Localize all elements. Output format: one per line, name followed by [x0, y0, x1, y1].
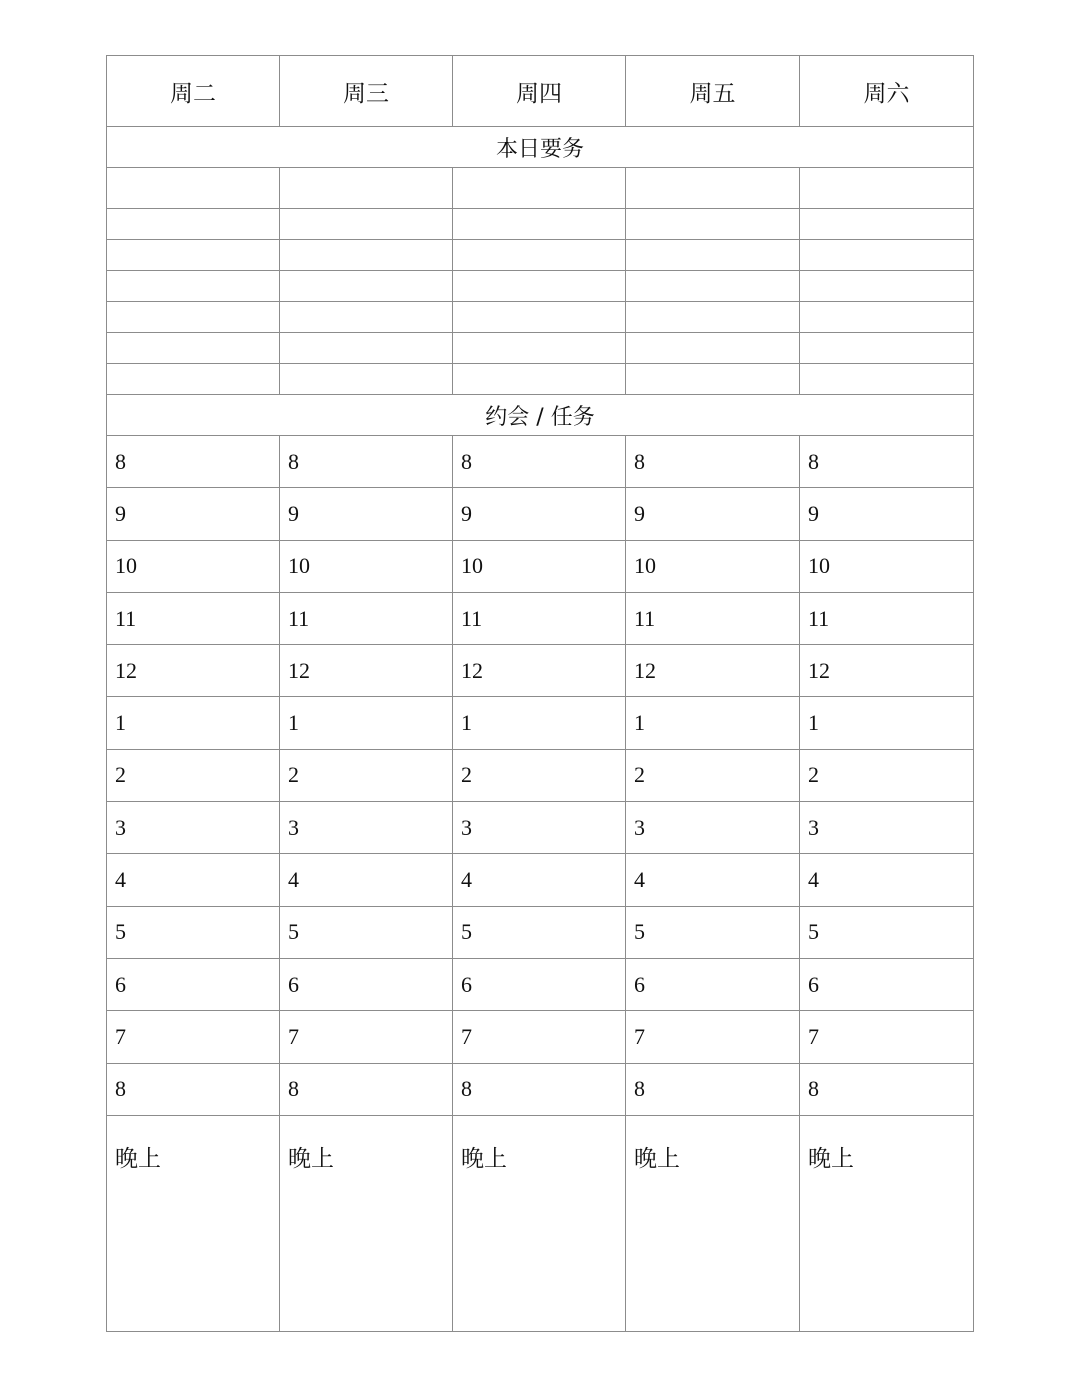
- priority-cell-saturday[interactable]: [800, 302, 974, 333]
- hour-cell-saturday[interactable]: [800, 697, 974, 749]
- hour-cell-friday[interactable]: [626, 802, 800, 854]
- hour-label: 8: [115, 448, 126, 474]
- hour-cell-friday[interactable]: [626, 645, 800, 697]
- hour-cell-friday[interactable]: [626, 906, 800, 958]
- evening-cell-tuesday[interactable]: [107, 1115, 280, 1331]
- evening-cell-thursday[interactable]: [453, 1115, 626, 1331]
- priority-cell-wednesday[interactable]: [280, 168, 453, 209]
- evening-label: 晚上: [808, 1145, 854, 1172]
- priority-cell-tuesday[interactable]: [107, 209, 280, 240]
- priority-cell-friday[interactable]: [626, 364, 800, 395]
- hour-label: 7: [288, 1023, 299, 1049]
- hour-label: 3: [288, 814, 299, 840]
- hour-cell-friday[interactable]: [626, 540, 800, 592]
- hour-label: 9: [288, 500, 299, 526]
- hour-label: 10: [288, 553, 310, 579]
- priority-cell-wednesday[interactable]: [280, 209, 453, 240]
- hour-row: [107, 749, 974, 801]
- hour-cell-tuesday[interactable]: [107, 592, 280, 644]
- hour-cell-thursday[interactable]: [453, 854, 626, 906]
- priority-cell-thursday[interactable]: [453, 364, 626, 395]
- hour-row: [107, 1063, 974, 1115]
- hour-label: 2: [634, 762, 645, 788]
- evening-label: 晚上: [461, 1145, 507, 1172]
- priority-cell-friday[interactable]: [626, 240, 800, 271]
- hour-label: 1: [461, 710, 472, 736]
- hour-cell-friday[interactable]: [626, 854, 800, 906]
- hour-label: 5: [288, 919, 299, 945]
- hour-label: 1: [808, 710, 819, 736]
- hour-label: 3: [634, 814, 645, 840]
- priority-row: [107, 168, 974, 209]
- hour-label: 9: [634, 500, 645, 526]
- hour-row: [107, 1011, 974, 1063]
- priority-cell-saturday[interactable]: [800, 333, 974, 364]
- priority-cell-wednesday[interactable]: [280, 333, 453, 364]
- day-header-wednesday: 周三: [280, 56, 453, 127]
- hour-cell-tuesday[interactable]: [107, 436, 280, 488]
- priority-row: [107, 271, 974, 302]
- hour-label: 10: [115, 553, 137, 579]
- hour-cell-tuesday[interactable]: [107, 906, 280, 958]
- evening-label: 晚上: [288, 1145, 334, 1172]
- hour-cell-wednesday[interactable]: [280, 488, 453, 540]
- hour-cell-thursday[interactable]: [453, 749, 626, 801]
- day-header-friday: 周五: [626, 56, 800, 127]
- day-header-thursday: 周四: [453, 56, 626, 127]
- hour-label: 4: [634, 867, 645, 893]
- priority-cell-tuesday[interactable]: [107, 333, 280, 364]
- day-header-saturday: 周六: [800, 56, 974, 127]
- hour-label: 6: [288, 971, 299, 997]
- hour-cell-thursday[interactable]: [453, 906, 626, 958]
- hour-label: 9: [461, 500, 472, 526]
- priority-cell-saturday[interactable]: [800, 209, 974, 240]
- priority-cell-friday[interactable]: [626, 168, 800, 209]
- hour-label: 7: [808, 1023, 819, 1049]
- hour-label: 3: [461, 814, 472, 840]
- hour-cell-tuesday[interactable]: [107, 645, 280, 697]
- evening-label: 晚上: [634, 1145, 680, 1172]
- hour-label: 1: [115, 710, 126, 736]
- hour-label: 11: [634, 605, 656, 631]
- hour-cell-saturday[interactable]: [800, 749, 974, 801]
- hour-row: [107, 488, 974, 540]
- hour-cell-friday[interactable]: [626, 436, 800, 488]
- appointments-section-row: [107, 395, 974, 436]
- hour-cell-wednesday[interactable]: [280, 592, 453, 644]
- hour-cell-friday[interactable]: [626, 749, 800, 801]
- hour-cell-wednesday[interactable]: [280, 802, 453, 854]
- hour-label: 10: [808, 553, 830, 579]
- hour-cell-wednesday[interactable]: [280, 906, 453, 958]
- hour-label: 3: [115, 814, 126, 840]
- hour-label: 2: [461, 762, 472, 788]
- hour-cell-friday[interactable]: [626, 592, 800, 644]
- priority-cell-wednesday[interactable]: [280, 240, 453, 271]
- priority-cell-thursday[interactable]: [453, 302, 626, 333]
- hour-label: 8: [808, 1076, 819, 1102]
- evening-cell-saturday[interactable]: [800, 1115, 974, 1331]
- hour-label: 4: [461, 867, 472, 893]
- hour-row: [107, 645, 974, 697]
- hour-cell-thursday[interactable]: [453, 540, 626, 592]
- hour-cell-wednesday[interactable]: [280, 697, 453, 749]
- priority-cell-tuesday[interactable]: [107, 240, 280, 271]
- hour-row: [107, 592, 974, 644]
- hour-cell-thursday[interactable]: [453, 1063, 626, 1115]
- priority-cell-saturday[interactable]: [800, 364, 974, 395]
- hour-label: 10: [634, 553, 656, 579]
- hour-label: 11: [461, 605, 483, 631]
- priority-row: [107, 209, 974, 240]
- hour-cell-tuesday[interactable]: [107, 540, 280, 592]
- hour-label: 2: [115, 762, 126, 788]
- hour-cell-saturday[interactable]: [800, 540, 974, 592]
- priority-cell-tuesday[interactable]: [107, 271, 280, 302]
- hour-label: 7: [461, 1023, 472, 1049]
- hour-row: [107, 906, 974, 958]
- hour-row: [107, 540, 974, 592]
- hour-cell-wednesday[interactable]: [280, 540, 453, 592]
- priority-cell-tuesday[interactable]: [107, 168, 280, 209]
- hour-label: 2: [288, 762, 299, 788]
- hour-label: 12: [634, 657, 656, 683]
- priority-cell-thursday[interactable]: [453, 209, 626, 240]
- hour-cell-tuesday[interactable]: [107, 1063, 280, 1115]
- hour-cell-wednesday[interactable]: [280, 436, 453, 488]
- hour-row: [107, 802, 974, 854]
- appointments-title: 约会 / 任务: [107, 395, 974, 436]
- hour-label: 2: [808, 762, 819, 788]
- hour-label: 4: [288, 867, 299, 893]
- hour-label: 8: [634, 448, 645, 474]
- hour-label: 4: [115, 867, 126, 893]
- priority-cell-friday[interactable]: [626, 302, 800, 333]
- priority-row: [107, 302, 974, 333]
- hour-label: 12: [288, 657, 310, 683]
- weekly-planner-table: [106, 55, 974, 1332]
- priority-cell-thursday[interactable]: [453, 240, 626, 271]
- priority-row: [107, 364, 974, 395]
- hour-cell-friday[interactable]: [626, 1011, 800, 1063]
- day-header-tuesday: 周二: [107, 56, 280, 127]
- evening-label: 晚上: [115, 1145, 161, 1172]
- hour-label: 6: [115, 971, 126, 997]
- hour-cell-friday[interactable]: [626, 697, 800, 749]
- hour-row: [107, 436, 974, 488]
- hour-cell-wednesday[interactable]: [280, 958, 453, 1010]
- hour-label: 7: [634, 1023, 645, 1049]
- hour-label: 7: [115, 1023, 126, 1049]
- hour-cell-saturday[interactable]: [800, 906, 974, 958]
- hour-label: 1: [634, 710, 645, 736]
- priority-cell-wednesday[interactable]: [280, 302, 453, 333]
- priority-row: [107, 240, 974, 271]
- hour-label: 12: [461, 657, 483, 683]
- hour-label: 11: [288, 605, 310, 631]
- hour-cell-saturday[interactable]: [800, 592, 974, 644]
- hour-cell-saturday[interactable]: [800, 1011, 974, 1063]
- priority-cell-thursday[interactable]: [453, 271, 626, 302]
- priority-cell-wednesday[interactable]: [280, 271, 453, 302]
- hour-cell-wednesday[interactable]: [280, 1063, 453, 1115]
- hour-cell-saturday[interactable]: [800, 436, 974, 488]
- hour-label: 8: [461, 1076, 472, 1102]
- hour-cell-thursday[interactable]: [453, 1011, 626, 1063]
- hour-cell-thursday[interactable]: [453, 697, 626, 749]
- day-header-row: [107, 56, 974, 127]
- hour-label: 5: [634, 919, 645, 945]
- hour-cell-saturday[interactable]: [800, 488, 974, 540]
- hour-cell-tuesday[interactable]: [107, 749, 280, 801]
- hour-cell-saturday[interactable]: [800, 645, 974, 697]
- hour-cell-tuesday[interactable]: [107, 958, 280, 1010]
- hour-label: 9: [808, 500, 819, 526]
- hour-label: 12: [115, 657, 137, 683]
- hour-label: 9: [115, 500, 126, 526]
- hour-cell-wednesday[interactable]: [280, 854, 453, 906]
- hour-label: 6: [634, 971, 645, 997]
- hour-label: 6: [461, 971, 472, 997]
- priority-cell-saturday[interactable]: [800, 240, 974, 271]
- hour-cell-saturday[interactable]: [800, 854, 974, 906]
- priority-cell-friday[interactable]: [626, 209, 800, 240]
- hour-cell-tuesday[interactable]: [107, 854, 280, 906]
- hour-cell-tuesday[interactable]: [107, 488, 280, 540]
- hour-label: 8: [288, 1076, 299, 1102]
- priority-cell-friday[interactable]: [626, 333, 800, 364]
- hour-label: 12: [808, 657, 830, 683]
- hour-cell-tuesday[interactable]: [107, 697, 280, 749]
- priority-cell-tuesday[interactable]: [107, 364, 280, 395]
- evening-cell-friday[interactable]: [626, 1115, 800, 1331]
- hour-cell-wednesday[interactable]: [280, 1011, 453, 1063]
- hour-label: 5: [808, 919, 819, 945]
- priority-cell-saturday[interactable]: [800, 271, 974, 302]
- hour-cell-thursday[interactable]: [453, 436, 626, 488]
- hour-label: 5: [115, 919, 126, 945]
- hour-label: 4: [808, 867, 819, 893]
- hour-label: 11: [115, 605, 137, 631]
- hour-label: 10: [461, 553, 483, 579]
- hour-label: 1: [288, 710, 299, 736]
- hour-row: [107, 854, 974, 906]
- priority-cell-wednesday[interactable]: [280, 364, 453, 395]
- evening-cell-wednesday[interactable]: [280, 1115, 453, 1331]
- priority-row: [107, 333, 974, 364]
- hour-label: 5: [461, 919, 472, 945]
- planner-body: [107, 127, 974, 1332]
- hour-cell-thursday[interactable]: [453, 645, 626, 697]
- hour-cell-friday[interactable]: [626, 1063, 800, 1115]
- priority-cell-thursday[interactable]: [453, 168, 626, 209]
- priority-cell-tuesday[interactable]: [107, 302, 280, 333]
- hour-label: 11: [808, 605, 830, 631]
- hour-label: 6: [808, 971, 819, 997]
- evening-row: [107, 1115, 974, 1331]
- hour-row: [107, 697, 974, 749]
- hour-cell-saturday[interactable]: [800, 1063, 974, 1115]
- hour-label: 8: [808, 448, 819, 474]
- hour-label: 8: [634, 1076, 645, 1102]
- hour-cell-wednesday[interactable]: [280, 749, 453, 801]
- hour-cell-thursday[interactable]: [453, 592, 626, 644]
- priority-cell-thursday[interactable]: [453, 333, 626, 364]
- hour-cell-wednesday[interactable]: [280, 645, 453, 697]
- hour-cell-tuesday[interactable]: [107, 1011, 280, 1063]
- hour-cell-friday[interactable]: [626, 488, 800, 540]
- hour-label: 8: [288, 448, 299, 474]
- hour-label: 8: [115, 1076, 126, 1102]
- hour-label: 3: [808, 814, 819, 840]
- priority-cell-saturday[interactable]: [800, 168, 974, 209]
- hour-row: [107, 958, 974, 1010]
- hour-cell-thursday[interactable]: [453, 488, 626, 540]
- hour-cell-thursday[interactable]: [453, 802, 626, 854]
- priorities-title: 本日要务: [107, 127, 974, 168]
- hour-cell-friday[interactable]: [626, 958, 800, 1010]
- hour-cell-tuesday[interactable]: [107, 802, 280, 854]
- hour-label: 8: [461, 448, 472, 474]
- priority-cell-friday[interactable]: [626, 271, 800, 302]
- hour-cell-saturday[interactable]: [800, 958, 974, 1010]
- hour-cell-saturday[interactable]: [800, 802, 974, 854]
- hour-cell-thursday[interactable]: [453, 958, 626, 1010]
- priorities-section-row: [107, 127, 974, 168]
